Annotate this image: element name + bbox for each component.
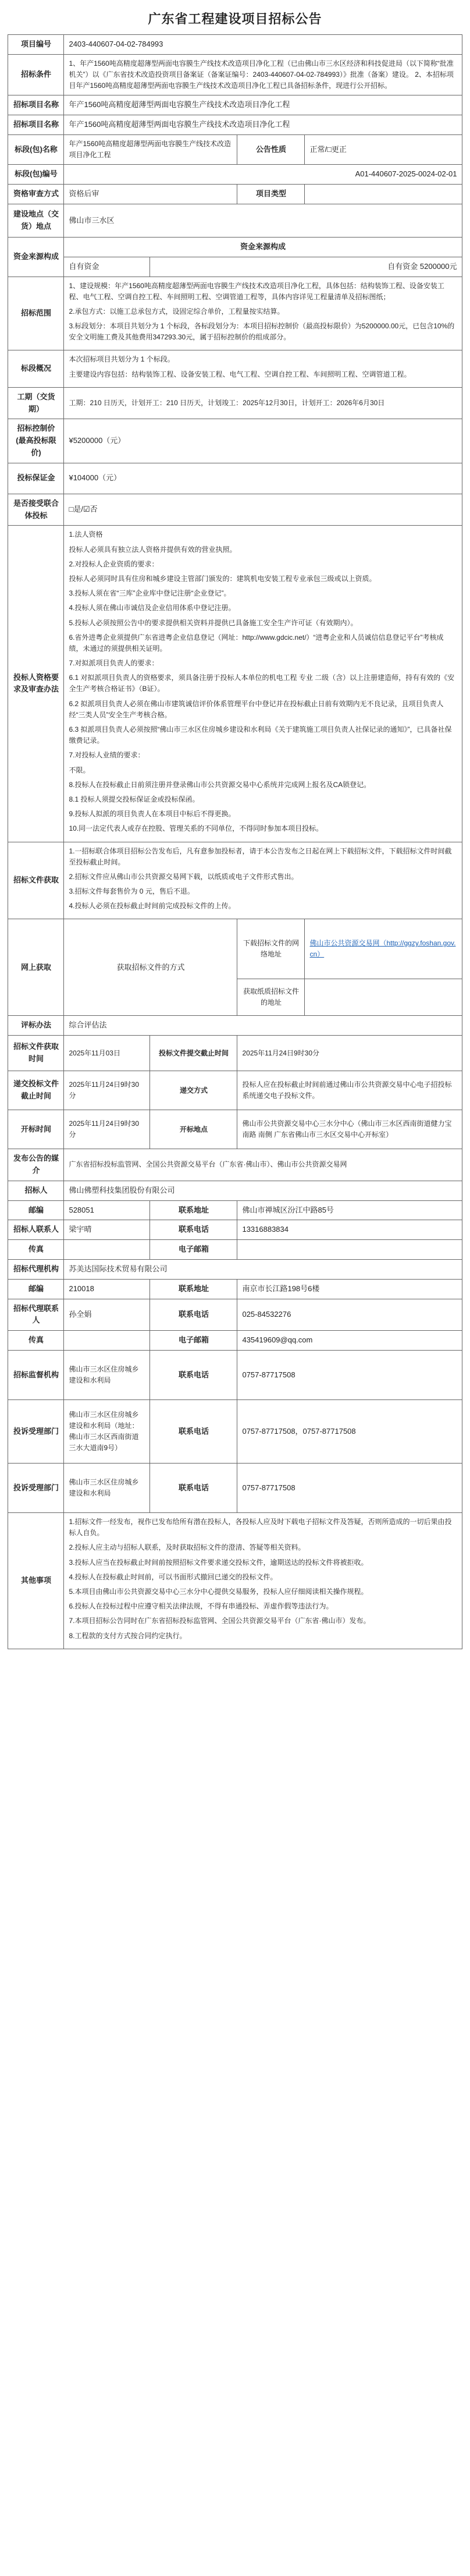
requirement-line: 6.1 对拟派项目负责人的资格要求，须具备注册于投标人本单位的机电工程 专业 二级（含）以上注册建造师，持有有效的《安全生产考核合格证书》（B证）。 xyxy=(69,674,455,693)
requirement-line: 7.对拟派项目负责人的要求： xyxy=(69,659,159,668)
submit-time-label: 递交投标文件截止时间 xyxy=(8,1071,64,1110)
requirement-line: 6.3 拟派项目负责人必须按照“佛山市三水区住房城乡建设和水利局《关于建筑施工项目负责人社保记录的通知》”，已具备社保缴费记录。 xyxy=(69,725,452,745)
other-content xyxy=(64,1513,462,1649)
other-line: 7.本项目招标公告同时在广东省招标投标监管网、全国公共资源交易平台（广东省·佛山市）发布。 xyxy=(69,1617,371,1625)
tenderer-label: 招标人 xyxy=(8,1181,64,1200)
requirement-line: 不限。 xyxy=(69,766,90,774)
bid-bond-label: 投标保证金 xyxy=(8,463,64,494)
supervision3-label: 投诉受理部门 xyxy=(8,1464,64,1513)
row-project-basis xyxy=(8,54,462,95)
supervision3-phone-label: 联系电话 xyxy=(150,1464,237,1513)
agency-contact: 孙全娟 xyxy=(64,1299,150,1331)
row-ceiling-price xyxy=(8,419,462,463)
requirement-line: 7.对投标人业绩的要求： xyxy=(69,751,145,760)
requirement-line: 投标人必须具有独立法人资格并提供有效的营业执照。 xyxy=(69,545,237,554)
requirement-line: 4.投标人须在佛山市诚信及企业信用体系中登记注册。 xyxy=(69,604,236,612)
requirement-line: 2.对投标人企业资质的要求： xyxy=(69,559,159,568)
other-line: 1.招标文件一经发布，视作已发布给所有潜在投标人，各投标人应及时下载电子招标文件及答疑，否则所造成的一切后果由投标人自负。 xyxy=(69,1518,452,1537)
row-agency-fax xyxy=(8,1331,462,1351)
funding-source: 自有资金 xyxy=(64,257,150,277)
tender-doc-line: 4.投标人必须在投标截止时间前完成投标文件的上传。 xyxy=(69,902,236,910)
requirement-line: 9.投标人拟派的项目负责人在本项目中标后不得更换。 xyxy=(69,810,236,818)
qualification-label: 资格审查方式 xyxy=(8,185,64,204)
row-qualification xyxy=(8,185,462,204)
row-duration xyxy=(8,387,462,419)
project-name-label: 招标项目名称 xyxy=(8,95,64,115)
tenderer-email xyxy=(237,1240,462,1260)
tenderer-contact-label: 招标人联系人 xyxy=(8,1220,64,1240)
row-project-code xyxy=(8,35,462,55)
tender-doc-content xyxy=(64,842,462,919)
row-supervision-1 xyxy=(8,1351,462,1400)
section-code-label: 标段(包)编号 xyxy=(8,165,64,185)
row-section-scope xyxy=(8,350,462,387)
row-project-name xyxy=(8,95,462,115)
online-bid-label: 网上获取 xyxy=(8,919,64,1016)
row-funding xyxy=(8,257,462,277)
tenderer-postcode-label: 邮编 xyxy=(8,1200,64,1220)
section-scope-line: 主要建设内容包括：结构装饰工程、设备安装工程、电气工程、空调自控工程、车间照明工程、空调管道工程。 xyxy=(69,370,411,378)
submit-time-value: 2025年11月24日9时30分 xyxy=(64,1071,150,1110)
row-tenderer-address xyxy=(8,1200,462,1220)
funding-value: 自有资金 5200000元 xyxy=(150,257,462,277)
agency-phone-label: 联系电话 xyxy=(150,1299,237,1331)
row-tenderer-fax xyxy=(8,1240,462,1260)
section-code-value: A01-440607-2025-0024-02-01 xyxy=(64,165,462,185)
ceiling-price-label: 招标控制价(最高投标限价) xyxy=(8,419,64,463)
supervision1-name: 佛山市三水区住房城乡建设和水利局 xyxy=(64,1351,150,1400)
agency-fax-label: 传真 xyxy=(8,1331,64,1351)
other-line: 2.投标人应主动与招标人联系，及时获取招标文件的澄清、答疑等相关资料。 xyxy=(69,1543,305,1552)
agency-address: 南京市长江路198号6楼 xyxy=(237,1279,462,1299)
tender-download-link[interactable]: 佛山市公共资源交易网（http://ggzy.foshan.gov.cn） xyxy=(309,939,456,959)
scope-content xyxy=(64,277,462,350)
tender-doc-line: 3.招标文件每套售价为 0 元，售后不退。 xyxy=(69,887,194,896)
other-line: 6.投标人在投标过程中应遵守相关法律法规，不得有串通投标、弄虚作假等违法行为。 xyxy=(69,1602,333,1611)
supervision3-phone: 0757-87717508 xyxy=(237,1464,462,1513)
row-bid-bond xyxy=(8,463,462,494)
bid-method-label: 评标办法 xyxy=(8,1016,64,1036)
tenderer-postcode: 528051 xyxy=(64,1200,150,1220)
project-basis-text: 1、年产1560吨高精度超薄型两面电容膜生产线技术改造项目净化工程（已由佛山市三水区经济和科技促进局（以下简称“批准机关”）以《广东省技术改造投资项目备案证（备案证编号：2403-440607-04-02-784993）》批准（备案）建设。 2、本招标项目年产1560吨高精度超薄型两面电容膜生产线技术改造项目净化工程已具备招标条件，现进行公开招标。 xyxy=(64,54,462,95)
agency-name: 苏美达国际技术贸易有限公司 xyxy=(64,1260,462,1280)
tenderer-fax-label: 传真 xyxy=(8,1240,64,1260)
project-code-label: 项目编号 xyxy=(8,35,64,55)
agency-label: 招标代理机构 xyxy=(8,1260,64,1280)
consortium-label: 是否接受联合体投标 xyxy=(8,494,64,526)
requirement-line: 6.省外进粤企业须提供广东省进粤企业信息登记（网址：http://www.gdcic.net/）“进粤企业和人员诚信信息登记平台”考核成绩，未通过的须提供相关证明。 xyxy=(69,633,444,653)
requirements-content xyxy=(64,526,462,842)
tenderer-phone: 13316883834 xyxy=(237,1220,462,1240)
nature-value: 正常/□更正 xyxy=(305,134,462,164)
agency-phone: 025-84532276 xyxy=(237,1299,462,1331)
tender-doc-line: 2.招标文件应从佛山市公共资源交易网下载，以纸质或电子文件形式售出。 xyxy=(69,872,298,881)
requirement-line: 8.1 投标人须提交投标保证金或投标保函。 xyxy=(69,795,200,803)
nature-label: 公告性质 xyxy=(237,134,305,164)
page-title: 广东省工程建设项目招标公告 xyxy=(148,12,322,26)
location-label: 建设地点（交货）地点 xyxy=(8,204,64,237)
other-line: 5.本项目由佛山市公共资源交易中心三水分中心提供交易服务，投标人应仔细阅读相关操作规程。 xyxy=(69,1587,368,1596)
bid-method-value: 综合评估法 xyxy=(64,1016,462,1036)
section-name-value: 年产1560吨高精度超薄型两面电容膜生产线技术改造项目净化工程 xyxy=(64,115,462,135)
row-location xyxy=(8,204,462,237)
agency-email-label: 电子邮箱 xyxy=(150,1331,237,1351)
scope-label: 招标范围 xyxy=(8,277,64,350)
other-line: 8.工程款的支付方式按合同约定执行。 xyxy=(69,1631,187,1640)
row-tenderer-contact xyxy=(8,1220,462,1240)
project-name-value: 年产1560吨高精度超薄型两面电容膜生产线技术改造项目净化工程 xyxy=(64,95,462,115)
section-name-label: 招标项目名称 xyxy=(8,115,64,135)
scope-line: 2.承包方式：以施工总承包方式，设固定综合单价，工程量按实结算。 xyxy=(69,307,284,316)
open-time-label: 开标时间 xyxy=(8,1110,64,1149)
agency-address-label: 联系地址 xyxy=(150,1279,237,1299)
project-type-value xyxy=(305,185,462,204)
supervision1-label: 招标监督机构 xyxy=(8,1351,64,1400)
row-requirements xyxy=(8,526,462,842)
other-label: 其他事项 xyxy=(8,1513,64,1649)
announcement-table xyxy=(8,34,462,1649)
requirement-line: 投标人必须同时具有住房和城乡建设主管部门颁发的：建筑机电安装工程专业承包三级或以上资质。 xyxy=(69,574,376,583)
duration-value: 工期：210 日历天，计划开工：210 日历天，计划竣工：2025年12月30日，计划开工：2026年6月30日 xyxy=(64,387,462,419)
row-section-code xyxy=(8,165,462,185)
requirement-line: 8.投标人在投标截止日前须注册并登录佛山市公共资源交易中心系统并完成网上报名及CA锁登记。 xyxy=(69,780,371,789)
section-label: 标段(包)名称 xyxy=(8,134,64,164)
publish-label: 发布公告的媒介 xyxy=(8,1149,64,1181)
tender-doc-line: 1.一招标联合体项目招标公告发布后，凡有意参加投标者，请于本公告发布之日起在网上下载招标文件，下载招标文件时间截至投标截止时间。 xyxy=(69,846,452,866)
tender-doc-label: 招标文件获取 xyxy=(8,842,64,919)
open-place-value: 佛山市公共资源交易中心三水分中心（佛山市三水区西南街道健力宝南路 南侧 广东省佛山市三水区交易中心开标室） xyxy=(237,1110,462,1149)
project-code-value: 2403-440607-04-02-784993 xyxy=(64,35,462,55)
scope-line: 3.标段划分：本项目共划分为 1 个标段，各标段划分为：本项目招标控制价（最高投标限价）为5200000.00元，已包含10%的安全文明施工费及其他费用347293.30元，属于招标控制价的组成部分。 xyxy=(69,322,455,342)
row-agency-contact xyxy=(8,1299,462,1331)
section-scope-line: 本次招标项目共划分为 1 个标段。 xyxy=(69,355,175,364)
agency-postcode: 210018 xyxy=(64,1279,150,1299)
open-time-value: 2025年11月24日9时30分 xyxy=(64,1110,150,1149)
paper-doc-label: 获取纸质招标文件的地址 xyxy=(237,979,305,1016)
project-basis-label: 招标条件 xyxy=(8,54,64,95)
submit-place-value: 投标人应在投标截止时间前通过佛山市公共资源交易中心电子招投标系统递交电子投标文件。 xyxy=(237,1071,462,1110)
row-publish xyxy=(8,1149,462,1181)
row-other xyxy=(8,1513,462,1649)
other-line: 4.投标人在投标截止时间前，可以书面形式撤回已递交的投标文件。 xyxy=(69,1572,277,1581)
doc-time-from: 2025年11月03日 xyxy=(64,1036,150,1071)
online-bid-method-label: 获取招标文件的方式 xyxy=(64,919,237,1016)
other-line: 3.投标人应当在投标截止时间前按照招标文件要求递交投标文件，逾期送达的投标文件将被拒收。 xyxy=(69,1558,368,1567)
agency-postcode-label: 邮编 xyxy=(8,1279,64,1299)
row-section-name xyxy=(8,115,462,135)
tenderer-address: 佛山市禅城区汾江中路85号 xyxy=(237,1200,462,1220)
paper-doc-value xyxy=(305,979,462,1016)
consortium-value: □是/☑否 xyxy=(64,494,462,526)
supervision1-phone: 0757-87717508 xyxy=(237,1351,462,1400)
supervision3-name: 佛山市三水区住房城乡建设和水利局 xyxy=(64,1464,150,1513)
row-tenderer-name xyxy=(8,1181,462,1200)
row-supervision-2 xyxy=(8,1400,462,1464)
row-consortium xyxy=(8,494,462,526)
requirement-line: 1.法人资格 xyxy=(69,530,103,539)
requirement-line: 5.投标人必须按照公告中的要求提供相关资料并提供已具备施工安全生产许可证（有效期内）。 xyxy=(69,618,358,627)
open-place-label: 开标地点 xyxy=(150,1110,237,1149)
row-section xyxy=(8,134,462,164)
scope-line: 1、建设规模：年产1560吨高精度超薄型两面电容膜生产线技术改造项目净化工程，具体包括：结构装饰工程、设备安装工程、电气工程、空调自控工程、车间照明工程、空调管道工程等，具体内容详见工程量清单及招标图纸； xyxy=(69,281,444,301)
supervision2-name: 佛山市三水区住房城乡建设和水利局（地址：佛山市三水区西南街道三水大道南9号） xyxy=(64,1400,150,1464)
requirement-line: 3.投标人须在省“三库”企业库中登记注册“企业登记”。 xyxy=(69,589,231,598)
ceiling-price-value: ¥5200000（元） xyxy=(64,419,462,463)
section-value: 年产1560吨高精度超薄型两面电容膜生产线技术改造项目净化工程 xyxy=(64,134,237,164)
funding-header: 资金来源构成 xyxy=(64,237,462,257)
doc-time-to: 2025年11月24日9时30分 xyxy=(237,1036,462,1071)
requirement-line: 6.2 拟派项目负责人必须在佛山市建筑诚信评价体系管理平台中登记并在投标截止日前有效期内无不良记录，且项目负责人经“三类人员”安全生产考核合格。 xyxy=(69,699,444,719)
requirement-line: 10.同一法定代表人或存在控股、管理关系的不同单位，不得同时参加本项目投标。 xyxy=(69,824,323,833)
supervision2-label: 投诉受理部门 xyxy=(8,1400,64,1464)
agency-contact-label: 招标代理联系人 xyxy=(8,1299,64,1331)
doc-time-label: 招标文件获取时间 xyxy=(8,1036,64,1071)
row-bid-method xyxy=(8,1016,462,1036)
supervision2-phone-label: 联系电话 xyxy=(150,1400,237,1464)
doc-time-to-label: 投标文件提交截止时间 xyxy=(150,1036,237,1071)
online-bid-url xyxy=(305,919,462,979)
section-scope-content xyxy=(64,350,462,387)
supervision2-phone: 0757-87717508，0757-87717508 xyxy=(237,1400,462,1464)
publish-value: 广东省招标投标监管网、全国公共资源交易平台（广东省·佛山市）、佛山市公共资源交易网 xyxy=(64,1149,462,1181)
agency-email: 435419609@qq.com xyxy=(237,1331,462,1351)
row-supervision-3 xyxy=(8,1464,462,1513)
qualification-value: 资格后审 xyxy=(64,185,237,204)
project-type-label: 项目类型 xyxy=(237,185,305,204)
duration-label: 工期（交货期） xyxy=(8,387,64,419)
tenderer-address-label: 联系地址 xyxy=(150,1200,237,1220)
submit-place-label: 递交方式 xyxy=(150,1071,237,1110)
row-submit xyxy=(8,1071,462,1110)
supervision1-phone-label: 联系电话 xyxy=(150,1351,237,1400)
row-open xyxy=(8,1110,462,1149)
row-doc-time xyxy=(8,1036,462,1071)
row-agency-address xyxy=(8,1279,462,1299)
tenderer-fax xyxy=(64,1240,150,1260)
section-scope-label: 标段概况 xyxy=(8,350,64,387)
agency-fax xyxy=(64,1331,150,1351)
tenderer-email-label: 电子邮箱 xyxy=(150,1240,237,1260)
location-value: 佛山市三水区 xyxy=(64,204,462,237)
bid-bond-value: ¥104000（元） xyxy=(64,463,462,494)
row-online-1 xyxy=(8,919,462,979)
tenderer-contact: 梁宇晴 xyxy=(64,1220,150,1240)
tenderer-name: 佛山佛塑科技集团股份有限公司 xyxy=(64,1181,462,1200)
row-funding-header xyxy=(8,237,462,257)
row-agency-name xyxy=(8,1260,462,1280)
funding-label: 资金来源构成 xyxy=(8,237,64,277)
requirements-label: 投标人资格要求及审查办法 xyxy=(8,526,64,842)
online-bid-url-label: 下载招标文件的网络地址 xyxy=(237,919,305,979)
row-tender-doc xyxy=(8,842,462,919)
row-scope xyxy=(8,277,462,350)
tenderer-phone-label: 联系电话 xyxy=(150,1220,237,1240)
